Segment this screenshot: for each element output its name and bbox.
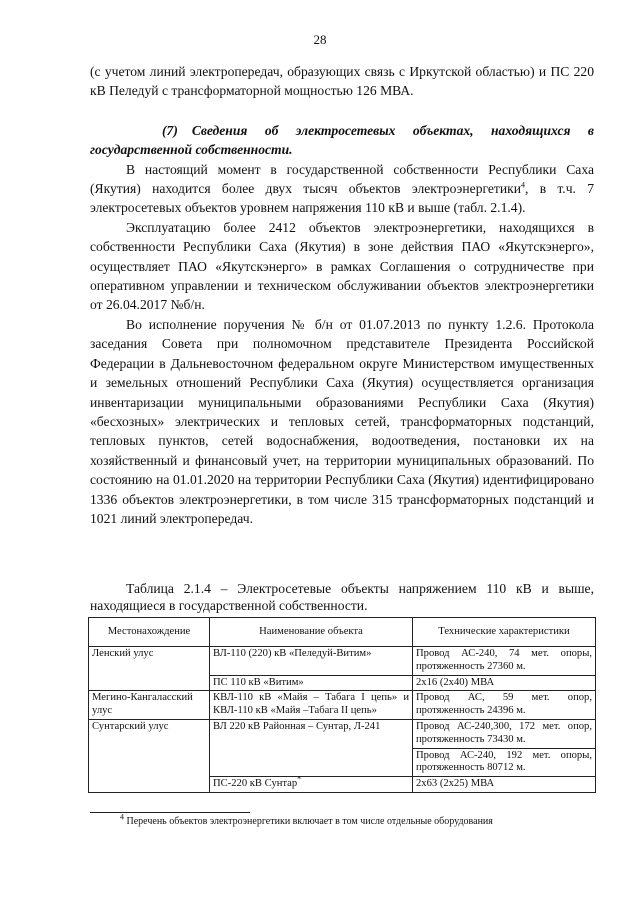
cell-object: ВЛ 220 кВ Районная – Сунтар, Л-241: [210, 719, 413, 776]
paragraph-state-ownership: [90, 160, 594, 218]
table-row: [89, 647, 596, 676]
header-object: Наименование объекта: [210, 618, 413, 647]
footnote-reference[interactable]: 4: [521, 180, 526, 190]
cell-specs: Провод АС, 59 мет. опор, протяженность 24396 м.: [413, 691, 596, 720]
note-mark: *: [297, 774, 302, 784]
footnote-text: Перечень объектов электроэнергетики включает в том числе отдельные оборудования: [126, 816, 493, 827]
cell-specs: Провод АС-240,300, 172 мет. опор, протяженность 73430 м.: [413, 719, 596, 748]
table-row: [89, 691, 596, 720]
paragraph-inventory: Во исполнение поручения № б/н от 01.07.2013 по пункту 1.2.6. Протокола заседания Совета при полномочном представителе Президента Российской Федерации в Дальневосточном федеральном округе Министерством имущественных и земельных отношений Республики Саха (Якутия) осуществляется организация инвентаризации муниципальными образованиями Республики Саха (Якутия) «бесхозных» электрических и тепловых сетей, трансформаторных подстанций, тепловых пунктов, сетей водоснабжения, водоотведения, постановки их на хозяйственный и финансовый учет, на территории муниципальных образований. По состоянию на 01.01.2020 на территории Республики Саха (Якутия) идентифицировано 1336 объектов электроэнергетики, в том числе 315 трансформаторных подстанций и 1021 линий электропередач.: [90, 316, 594, 526]
cell-specs: 2х63 (2х25) МВА: [413, 777, 596, 793]
footnote-mark: 4: [120, 812, 124, 822]
paragraph-text: , в т.ч. 7 электросетевых объектов уровнем напряжения 110 кВ и выше (табл. 2.1.4).: [90, 181, 594, 216]
object-name: ПС-220 кВ Сунтар: [213, 778, 298, 790]
table-caption: Таблица 2.1.4 – Электросетевые объекты напряжением 110 кВ и выше, находящиеся в государственной собственности.: [90, 581, 594, 613]
page-number: 28: [313, 32, 327, 47]
footnote-divider: [90, 812, 250, 813]
cell-specs: 2х16 (2х40) МВА: [413, 675, 596, 691]
paragraph-operation: Эксплуатацию более 2412 объектов электроэнергетики, находящихся в собственности Республики Саха (Якутия) в зоне действия ПАО «Якутскэнерго», осуществляет ПАО «Якутскэнерго» в рамках Соглашения о сотрудничестве при оперативном управлении и техническом обслуживании объектов электроэнергетики от 26.04.2017 №б/н.: [90, 219, 594, 313]
cell-object: ВЛ-110 (220) кВ «Пеледуй-Витим»: [210, 647, 413, 676]
grid-objects-table: [88, 617, 596, 793]
paragraph-continuation: (с учетом линий электропередач, образующих связь с Иркутской областью) и ПС 220 кВ Пеледуй с трансформаторной мощностью 126 МВА.: [90, 64, 594, 99]
table-header-row: [89, 618, 596, 647]
table-row: [89, 719, 596, 748]
document-body: [90, 62, 594, 528]
cell-object: КВЛ-110 кВ «Майя – Табага I цепь» и КВЛ-110 кВ «Майя –Табага II цепь»: [210, 691, 413, 720]
section-number: (7): [162, 122, 178, 138]
footnote: [120, 812, 493, 827]
paragraph-text: В настоящий момент в государственной собственности Республики Саха (Якутия) находится более двух тысяч объектов электроэнергетики: [90, 161, 594, 197]
cell-location: Мегино-Кангаласский улус: [89, 691, 210, 720]
cell-specs: Провод АС-240, 192 мет. опоры, протяженность 80712 м.: [413, 748, 596, 777]
section-heading-text: Сведения об электросетевых объектах, находящихся в государственной собственности.: [90, 122, 594, 158]
cell-specs: Провод АС-240, 74 мет. опоры, протяженность 27360 м.: [413, 647, 596, 676]
section-heading: [90, 121, 594, 160]
header-location: Местонахождение: [89, 618, 210, 647]
cell-location: Сунтарский улус: [89, 719, 210, 792]
header-specs: Технические характеристики: [413, 618, 596, 647]
cell-location: Ленский улус: [89, 647, 210, 691]
cell-object: ПС 110 кВ «Витим»: [210, 675, 413, 691]
cell-object: [210, 774, 413, 793]
